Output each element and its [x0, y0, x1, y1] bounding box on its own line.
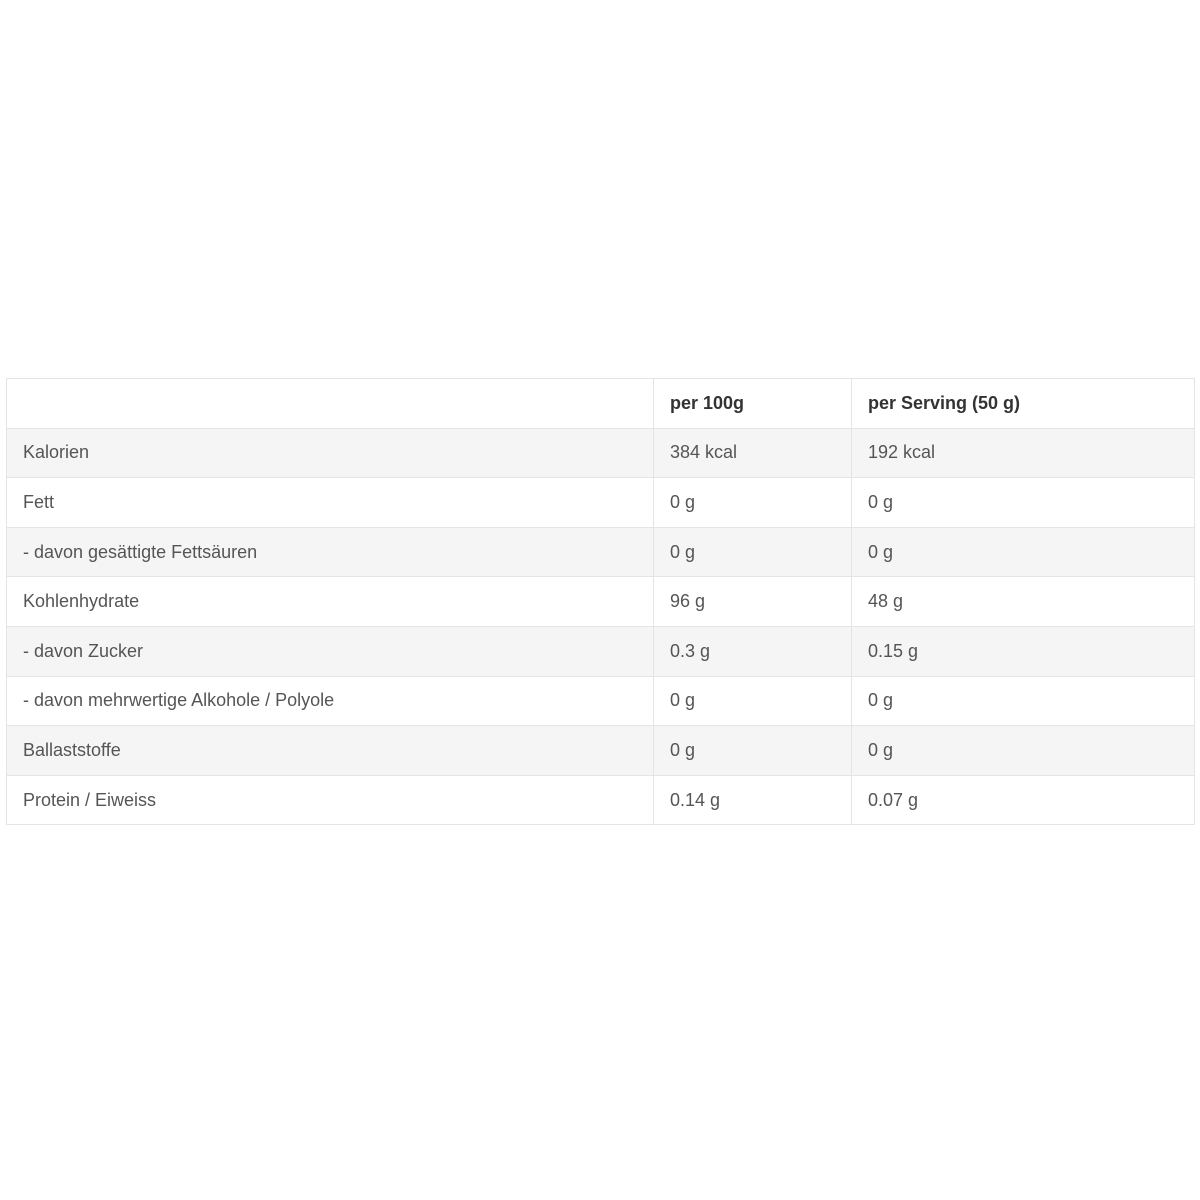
per-serving-cell: 0 g	[852, 726, 1195, 776]
nutrition-table	[6, 378, 1195, 825]
table-row	[7, 775, 1195, 825]
per-serving-cell: 0.15 g	[852, 626, 1195, 676]
header-nutrient	[7, 379, 654, 429]
per-100g-cell: 96 g	[654, 577, 852, 627]
nutrient-cell: Fett	[7, 478, 654, 528]
table-row	[7, 527, 1195, 577]
per-100g-cell: 0 g	[654, 726, 852, 776]
table-row	[7, 478, 1195, 528]
table-row	[7, 428, 1195, 478]
table-row	[7, 577, 1195, 627]
header-per-100g: per 100g	[654, 379, 852, 429]
per-serving-cell: 192 kcal	[852, 428, 1195, 478]
nutrient-cell: - davon mehrwertige Alkohole / Polyole	[7, 676, 654, 726]
header-row	[7, 379, 1195, 429]
nutrient-cell: Protein / Eiweiss	[7, 775, 654, 825]
nutrient-cell: Kohlenhydrate	[7, 577, 654, 627]
nutrient-cell: Ballaststoffe	[7, 726, 654, 776]
per-serving-cell: 0.07 g	[852, 775, 1195, 825]
nutrient-cell: Kalorien	[7, 428, 654, 478]
per-100g-cell: 0 g	[654, 676, 852, 726]
nutrient-cell: - davon gesättigte Fettsäuren	[7, 527, 654, 577]
table-row	[7, 676, 1195, 726]
per-serving-cell: 0 g	[852, 527, 1195, 577]
nutrient-cell: - davon Zucker	[7, 626, 654, 676]
per-100g-cell: 384 kcal	[654, 428, 852, 478]
per-100g-cell: 0 g	[654, 478, 852, 528]
per-serving-cell: 48 g	[852, 577, 1195, 627]
per-100g-cell: 0.3 g	[654, 626, 852, 676]
table-row	[7, 626, 1195, 676]
per-100g-cell: 0.14 g	[654, 775, 852, 825]
per-100g-cell: 0 g	[654, 527, 852, 577]
per-serving-cell: 0 g	[852, 676, 1195, 726]
header-per-serving: per Serving (50 g)	[852, 379, 1195, 429]
table-row	[7, 726, 1195, 776]
per-serving-cell: 0 g	[852, 478, 1195, 528]
